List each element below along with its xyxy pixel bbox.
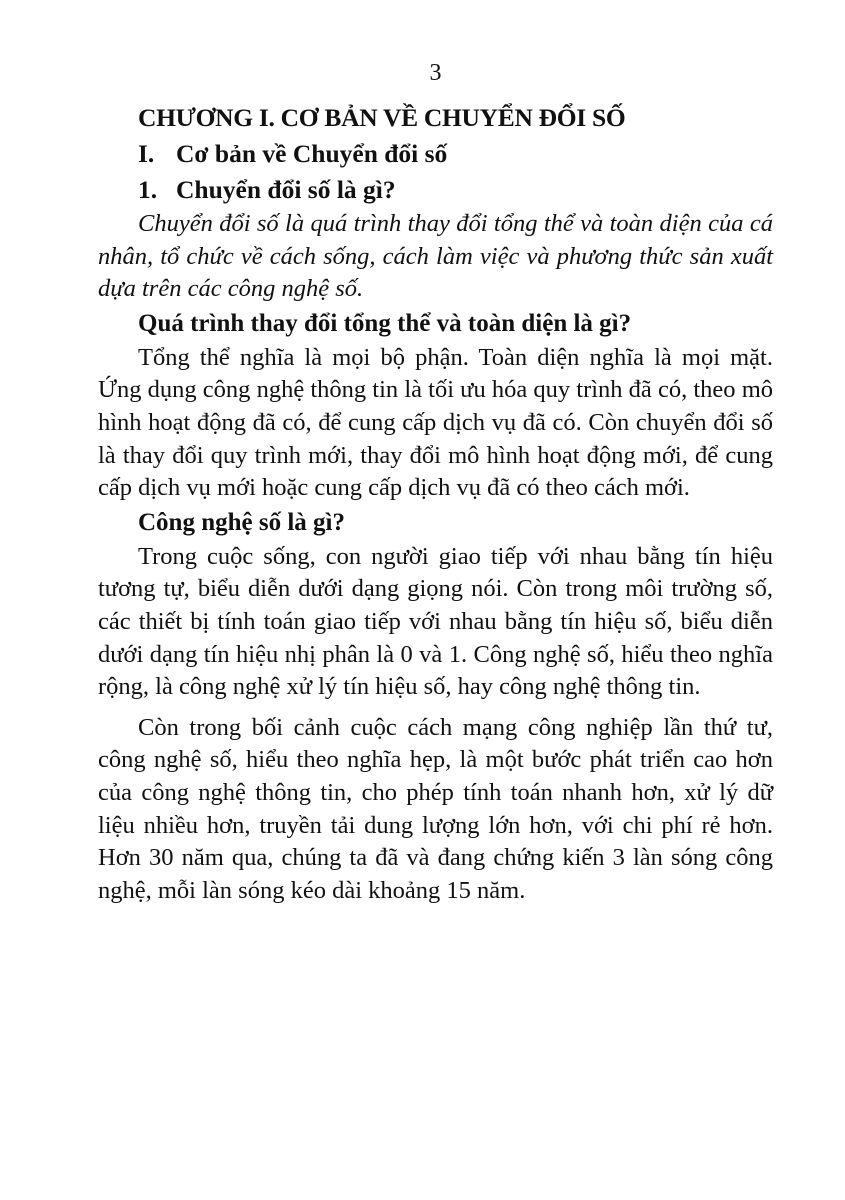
paragraph-gap — [98, 704, 773, 712]
section-title: Cơ bản về Chuyển đổi số — [176, 139, 448, 168]
question-heading-1: Quá trình thay đổi tổng thể và toàn diện là gì? — [138, 309, 632, 337]
answer-paragraph-1: Tổng thể nghĩa là mọi bộ phận. Toàn diện nghĩa là mọi mặt. Ứng dụng công nghệ thông tin là tối ưu hóa quy trình đã có, theo mô hình hoạt động đã có, để cung cấp dịch vụ đã có. Còn chuyển đổi số là thay đổi quy trình mới, thay đổi mô hình hoạt động mới, để cung cấp dịch vụ mới hoặc cung cấp dịch vụ đã có theo cách mới. — [98, 343, 773, 502]
subsection-title: Chuyển đổi số là gì? — [176, 175, 396, 204]
answer-paragraph-3: Còn trong bối cảnh cuộc cách mạng công nghiệp lần thứ tư, công nghệ số, hiểu theo nghĩa hẹp, là một bước phát triển cao hơn của công nghệ thông tin, cho phép tính toán nhanh hơn, xử lý dữ liệu nhiều hơn, truyền tải dung lượng lớn hơn, với chi phí rẻ hơn. Hơn 30 năm qua, chúng ta đã và đang chứng kiến 3 làn sóng công nghệ, mỗi làn sóng kéo dài khoảng 15 năm. — [98, 713, 773, 904]
document-page — [98, 58, 773, 907]
chapter-title: CHƯƠNG I. CƠ BẢN VỀ CHUYỂN ĐỔI SỐ — [138, 103, 626, 132]
answer-paragraph-2: Trong cuộc sống, con người giao tiếp với nhau bằng tín hiệu tương tự, biểu diễn dưới dạng giọng nói. Còn trong môi trường số, các thiết bị tính toán giao tiếp với nhau bằng tín hiệu số, biểu diễn dưới dạng tín hiệu nhị phân là 0 và 1. Công nghệ số, hiểu theo nghĩa rộng, là công nghệ xử lý tín hiệu số, hay công nghệ thông tin. — [98, 542, 773, 701]
subsection-number: 1. — [138, 175, 158, 204]
section-number: I. — [138, 139, 155, 168]
page-number: 3 — [429, 60, 442, 86]
section-heading — [138, 136, 773, 172]
definition-paragraph: Chuyển đổi số là quá trình thay đổi tổng thể và toàn diện của cá nhân, tổ chức về cách sống, cách làm việc và phương thức sản xuất dựa trên các công nghệ số. — [98, 210, 773, 303]
subsection-heading — [138, 172, 773, 208]
question-heading-2: Công nghệ số là gì? — [138, 508, 345, 536]
